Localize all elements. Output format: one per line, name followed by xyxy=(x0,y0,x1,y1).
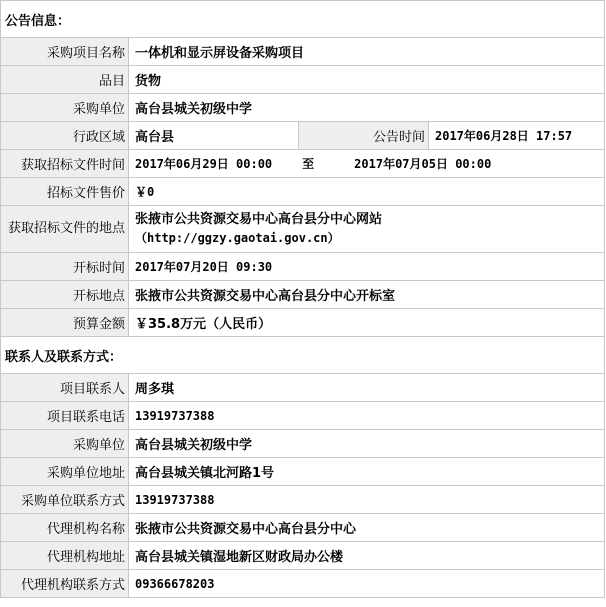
doc-time-label: 获取招标文件时间 xyxy=(1,150,129,178)
purchaser-address-value: 高台县城关镇北河路1号 xyxy=(129,458,605,486)
agency-address-value: 高台县城关镇湿地新区财政局办公楼 xyxy=(129,542,605,570)
budget-label: 预算金额 xyxy=(1,309,129,337)
row-region xyxy=(1,122,605,150)
doc-time-end: 2017年07月05日 00:00 xyxy=(354,157,492,171)
open-place-value: 张掖市公共资源交易中心高台县分中心开标室 xyxy=(129,281,605,309)
project-name-value: 一体机和显示屏设备采购项目 xyxy=(129,38,605,66)
row-doc-place xyxy=(1,206,605,253)
region-value: 高台县 xyxy=(129,122,299,150)
project-phone-label: 项目联系电话 xyxy=(1,402,129,430)
notice-section-title: 公告信息： xyxy=(1,1,605,38)
project-phone-value: 13919737388 xyxy=(129,402,605,430)
purchaser-value: 高台县城关初级中学 xyxy=(129,94,605,122)
row-doc-time xyxy=(1,150,605,178)
agency-phone-value: 09366678203 xyxy=(129,570,605,598)
row-project-contact xyxy=(1,374,605,402)
agency-name-label: 代理机构名称 xyxy=(1,514,129,542)
budget-value: ￥35.8万元（人民币） xyxy=(129,309,605,337)
purchaser-phone-value: 13919737388 xyxy=(129,486,605,514)
row-purchaser-address xyxy=(1,458,605,486)
row-agency-phone xyxy=(1,570,605,598)
publish-time-label: 公告时间 xyxy=(299,122,429,150)
contact-purchaser-value: 高台县城关初级中学 xyxy=(129,430,605,458)
open-time-value: 2017年07月20日 09:30 xyxy=(129,253,605,281)
agency-address-label: 代理机构地址 xyxy=(1,542,129,570)
row-budget xyxy=(1,309,605,337)
doc-place-label: 获取招标文件的地点 xyxy=(1,206,129,253)
row-purchaser xyxy=(1,94,605,122)
category-label: 品目 xyxy=(1,66,129,94)
row-contact-purchaser xyxy=(1,430,605,458)
doc-time-start: 2017年06月29日 00:00 xyxy=(135,157,273,171)
project-name-label: 采购项目名称 xyxy=(1,38,129,66)
project-contact-label: 项目联系人 xyxy=(1,374,129,402)
purchaser-label: 采购单位 xyxy=(1,94,129,122)
doc-price-label: 招标文件售价 xyxy=(1,178,129,206)
agency-phone-label: 代理机构联系方式 xyxy=(1,570,129,598)
doc-time-value xyxy=(129,150,605,178)
row-purchaser-phone xyxy=(1,486,605,514)
row-project-name xyxy=(1,38,605,66)
row-category xyxy=(1,66,605,94)
project-contact-value: 周多琪 xyxy=(129,374,605,402)
agency-name-value: 张掖市公共资源交易中心高台县分中心 xyxy=(129,514,605,542)
publish-time-value: 2017年06月28日 17:57 xyxy=(429,122,605,150)
doc-time-to: 至 xyxy=(302,157,315,171)
row-agency-address xyxy=(1,542,605,570)
contact-section-title: 联系人及联系方式： xyxy=(1,337,605,374)
row-project-phone xyxy=(1,402,605,430)
row-agency-name xyxy=(1,514,605,542)
contact-purchaser-label: 采购单位 xyxy=(1,430,129,458)
row-doc-price xyxy=(1,178,605,206)
region-label: 行政区域 xyxy=(1,122,129,150)
doc-place-value xyxy=(129,206,605,253)
purchaser-address-label: 采购单位地址 xyxy=(1,458,129,486)
open-time-label: 开标时间 xyxy=(1,253,129,281)
category-value: 货物 xyxy=(129,66,605,94)
open-place-label: 开标地点 xyxy=(1,281,129,309)
row-open-place xyxy=(1,281,605,309)
doc-place-text: 张掖市公共资源交易中心高台县分中心网站 xyxy=(135,212,383,227)
purchaser-phone-label: 采购单位联系方式 xyxy=(1,486,129,514)
row-open-time xyxy=(1,253,605,281)
doc-price-value: ￥0 xyxy=(129,178,605,206)
doc-place-url: （http://ggzy.gaotai.gov.cn） xyxy=(135,231,340,245)
